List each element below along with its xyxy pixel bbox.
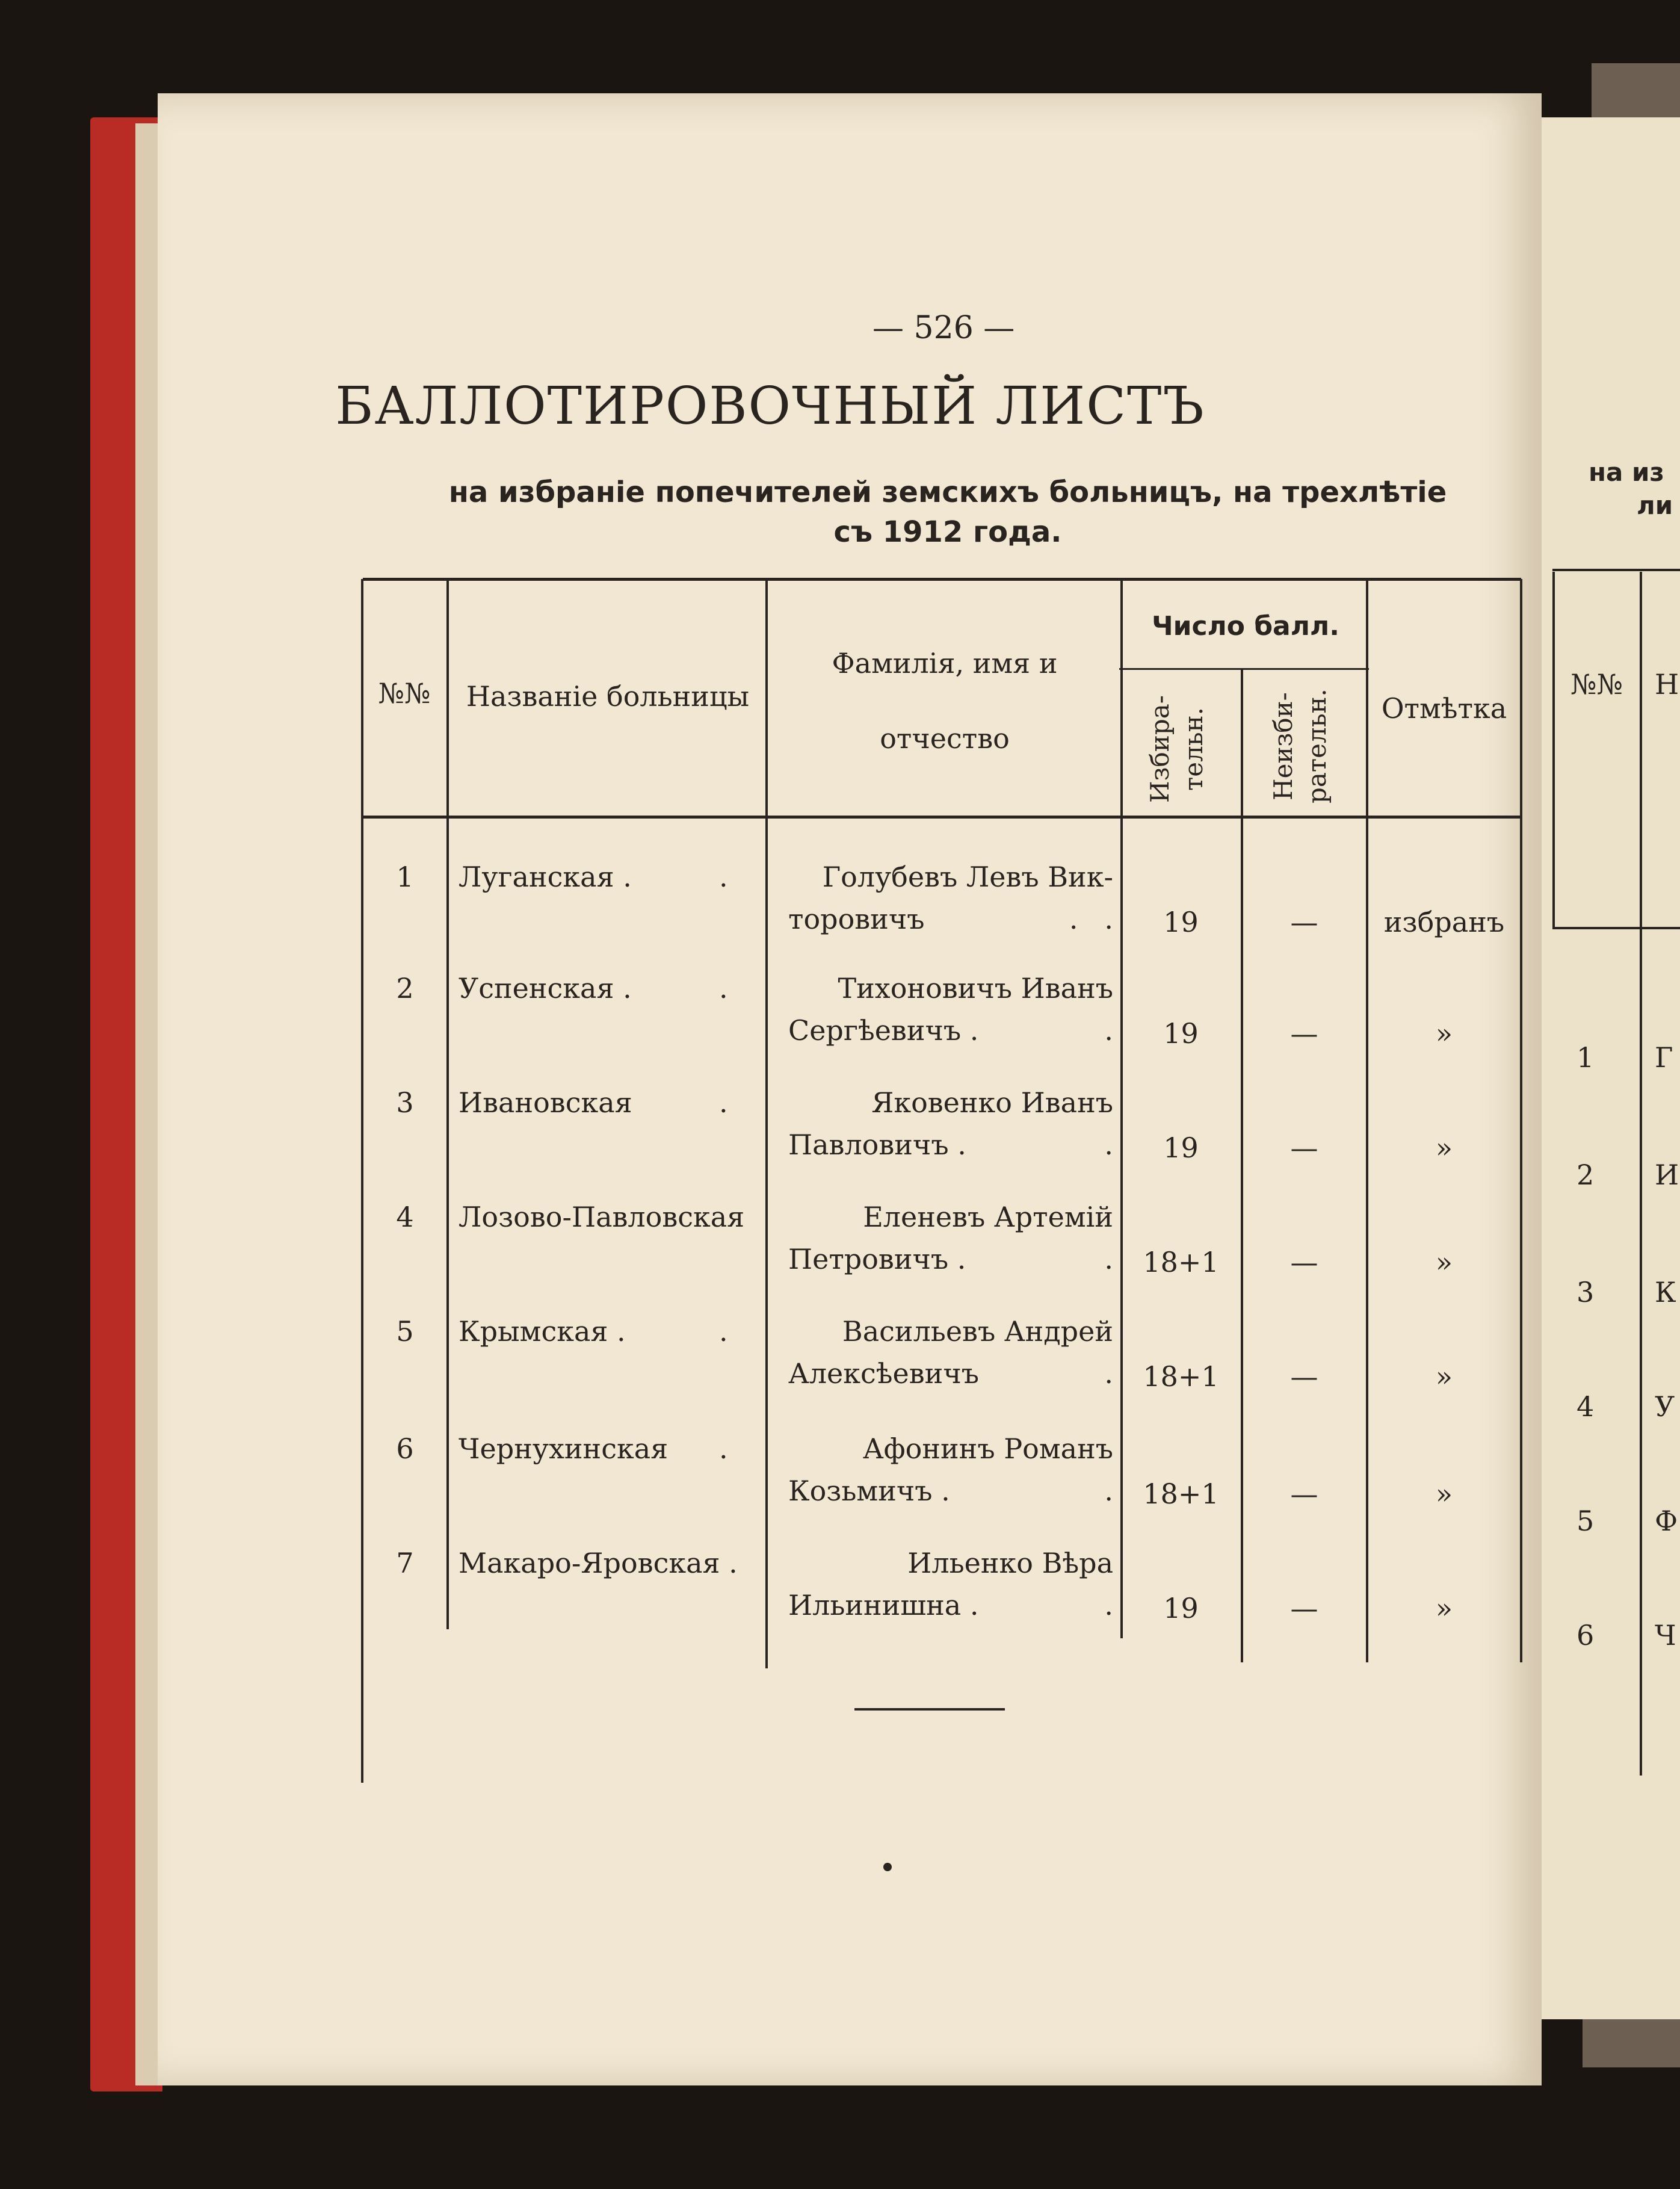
right-row-num: 2 [1577,1159,1595,1191]
row-number: 4 [396,1201,414,1233]
row-votes-against: — [1290,1360,1318,1393]
row-number: 7 [396,1547,414,1579]
right-row-num: 4 [1577,1390,1595,1423]
right-book-spine [1592,63,1680,123]
vline-hospital [765,579,768,1668]
row-votes-for: 19 [1163,906,1199,938]
row-hospital-dot: . [719,1432,728,1465]
right-vline-2 [1640,572,1642,1776]
row-hospital-dot: . [719,972,728,1005]
page-title: БАЛЛОТИРОВОЧНЫЙ ЛИСТЪ [335,376,1205,436]
row-mark: » [1435,1246,1453,1278]
row-votes-against: — [1290,1132,1318,1164]
row-name-line-2: Петровичъ . [788,1243,966,1275]
vline-num [446,579,449,1629]
row-hospital: Макаро-Яровская . [459,1547,738,1579]
page-subtitle [442,472,1453,552]
row-name-line-1: Васильевъ Андрей [842,1315,1113,1348]
subtitle-line-2: съ 1912 года. [833,515,1062,549]
row-votes-for: 18+1 [1143,1246,1219,1278]
row-name-line-2: Павловичъ . [788,1129,966,1161]
row-number: 6 [396,1432,414,1465]
row-hospital: Чернухинская [459,1432,669,1465]
row-votes-against: — [1290,1478,1318,1510]
header-votes: Число балл. [1152,611,1339,642]
right-row-num: 5 [1577,1505,1595,1537]
right-page [1537,117,1680,2019]
row-hospital: Ивановская [459,1086,632,1119]
bottom-rule [854,1708,1005,1711]
row-votes-against: — [1290,1017,1318,1050]
right-row-letter: Ч [1655,1619,1676,1652]
header-hospital: Названіе больницы [466,680,750,713]
row-mark: » [1435,1132,1453,1164]
right-vline-1 [1552,572,1555,927]
row-votes-against: — [1290,1246,1318,1278]
row-name-line-1: Еленевъ Артемій [863,1201,1113,1233]
subtitle-line-1: на избраніе попечителей земскихъ больницъ, на трехлѣтіе [448,475,1447,509]
row-votes-for: 18+1 [1143,1360,1219,1393]
row-name-dots: . [1104,1243,1113,1275]
row-hospital-dot: . [719,1086,728,1119]
table-top-rule [363,578,1521,581]
row-name-dots: . [1104,1129,1113,1161]
row-votes-against: — [1290,906,1318,938]
row-hospital: Крымская . [459,1315,626,1348]
row-name-line-2: Алексѣевичъ [788,1357,979,1390]
row-mark: » [1435,1592,1453,1624]
row-hospital: Успенская . [459,972,632,1005]
row-name-dots: . [1104,1014,1113,1047]
right-subtitle-b: ли [1637,491,1673,520]
row-mark: » [1435,1360,1453,1393]
right-row-num: 3 [1577,1276,1595,1308]
right-header-rule [1552,927,1680,929]
row-name-dots: . [1104,1589,1113,1621]
header-against: Неизби- рательн. [1268,689,1332,804]
row-mark: » [1435,1017,1453,1050]
right-header-num: №№ [1570,668,1623,701]
row-name-line-2: Козьмичъ . [788,1475,950,1507]
row-name-line-1: Яковенко Иванъ [871,1086,1113,1119]
vline-left [361,579,363,1783]
row-votes-for: 19 [1163,1017,1199,1050]
right-row-letter: И [1655,1159,1679,1191]
right-row-num: 6 [1577,1619,1595,1652]
row-votes-for: 19 [1163,1132,1199,1164]
row-hospital: Лозово-Павловская [459,1201,745,1233]
row-votes-against: — [1290,1592,1318,1624]
header-name-line-2: отчество [880,722,1010,755]
header-name-line-1: Фамилія, имя и [832,647,1058,680]
row-name-line-1: Ильенко Вѣра [907,1547,1113,1579]
row-number: 3 [396,1086,414,1119]
votes-header-rule [1119,668,1369,670]
row-hospital: Луганская . [459,861,632,893]
header-mark: Отмѣтка [1381,692,1507,725]
table-header-rule [363,816,1521,819]
row-name-line-2: торовичъ [788,903,925,935]
right-header-h: Н [1655,668,1679,701]
row-name-line-1: Тихоновичъ Иванъ [838,972,1113,1005]
row-name-line-2: Ильинишна . [788,1589,979,1621]
header-number: №№ [378,677,431,710]
row-hospital-dot: . [719,1315,728,1348]
right-row-letter: У [1655,1390,1675,1423]
row-name-dots: . [1104,1475,1113,1507]
right-top-rule [1552,569,1680,571]
row-name-dots: . [1104,1357,1113,1390]
right-row-letter: Ф [1655,1505,1678,1537]
header-for: Избира- тельн. [1145,695,1208,803]
row-votes-for: 19 [1163,1592,1199,1624]
right-row-letter: Г [1655,1041,1673,1074]
vline-against [1366,579,1368,1662]
row-name-line-2: Сергѣевичъ . [788,1014,979,1047]
right-row-letter: К [1655,1276,1676,1308]
right-row-num: 1 [1577,1041,1595,1074]
row-number: 1 [396,861,414,893]
vline-for [1241,669,1243,1662]
row-name-dots: . . [1069,903,1113,935]
page-number: — 526 — [872,310,1015,346]
row-name-line-1: Голубевъ Левъ Вик- [822,861,1113,893]
row-hospital-dot: . [719,861,728,893]
row-number: 2 [396,972,414,1005]
page-dot [883,1863,892,1871]
vline-right [1520,579,1522,1662]
row-mark: » [1435,1478,1453,1510]
row-number: 5 [396,1315,414,1348]
row-name-line-1: Афонинъ Романъ [862,1432,1113,1465]
row-votes-for: 18+1 [1143,1478,1219,1510]
right-subtitle-a: на из [1589,457,1664,487]
row-mark: избранъ [1383,906,1505,938]
